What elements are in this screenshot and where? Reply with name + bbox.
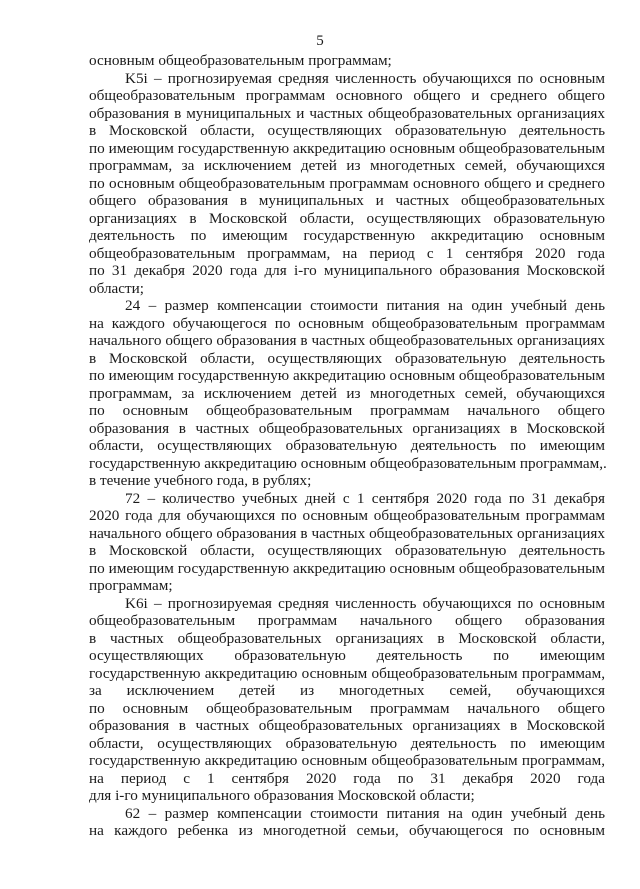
text-line: основным общеобразовательным программам; bbox=[89, 52, 392, 69]
text-line: общеобразовательным программам, на период с 1 сентября 2020 года bbox=[89, 244, 605, 262]
text-line: по имеющим государственную аккредитацию основным общеобразовательным bbox=[89, 139, 605, 157]
text-line: 62 – размер компенсации стоимости питания на один учебный день bbox=[125, 804, 605, 822]
text-line: государственную аккредитацию основным общеобразовательным программам, bbox=[89, 664, 605, 682]
text-line: в Московской области, осуществляющих образовательную деятельность bbox=[89, 349, 605, 367]
text-line: программам; bbox=[89, 577, 173, 594]
text-line: K5i – прогнозируемая средняя численность обучающихся по основным bbox=[125, 69, 605, 87]
text-line: государственную аккредитацию основным общеобразовательным программам, bbox=[89, 752, 605, 769]
text-line: программам, за исключением детей из многодетных семей, обучающихся bbox=[89, 157, 605, 174]
text-line: программам, за исключением детей из многодетных семей, обучающихся bbox=[89, 384, 605, 402]
text-line: по 31 декабря 2020 года для i-го муниципального образования Московской bbox=[89, 262, 605, 279]
page-number: 5 bbox=[316, 33, 324, 49]
text-line: в частных общеобразовательных организациях в Московской области, bbox=[89, 629, 605, 647]
text-line: в течение учебного года, в рублях; bbox=[89, 472, 312, 489]
text-line: в Московской области, осуществляющих образовательную деятельность bbox=[89, 542, 605, 559]
text-line: на каждого обучающегося по основным общеобразовательным программам bbox=[89, 314, 605, 332]
text-line: в Московской области, осуществляющих образовательную деятельность bbox=[89, 122, 605, 139]
text-line: общеобразовательным программам начального общего образования bbox=[89, 612, 605, 629]
text-line: общеобразовательным программам основного общего и среднего общего bbox=[89, 87, 605, 104]
text-line: организациях в Московской области, осуществляющих образовательную bbox=[89, 209, 605, 227]
text-line: по основным общеобразовательным программам начального общего bbox=[89, 402, 605, 419]
text-line: образования в частных общеобразовательных организациях в Московской bbox=[89, 717, 605, 734]
text-line: общего образования в муниципальных и частных общеобразовательных bbox=[89, 192, 605, 209]
text-line: K6i – прогнозируемая средняя численность обучающихся по основным bbox=[125, 594, 605, 612]
text-line: 24 – размер компенсации стоимости питания на один учебный день bbox=[125, 297, 605, 314]
text-line: 2020 года для обучающихся по основным общеобразовательным программам bbox=[89, 507, 605, 524]
text-line: образования в муниципальных и частных общеобразовательных организациях bbox=[89, 104, 605, 122]
text-line: на каждого ребенка из многодетной семьи, обучающегося по основным bbox=[89, 822, 605, 839]
text-line: 72 – количество учебных дней с 1 сентября 2020 года по 31 декабря bbox=[125, 489, 605, 507]
body-text bbox=[89, 52, 605, 840]
text-line: начального общего образования в частных общеобразовательных организациях bbox=[89, 332, 605, 349]
text-line: государственную аккредитацию основным общеобразовательным программам,. bbox=[89, 454, 607, 472]
text-line: на период с 1 сентября 2020 года по 31 декабря 2020 года bbox=[89, 769, 605, 787]
text-line: по имеющим государственную аккредитацию основным общеобразовательным bbox=[89, 367, 605, 384]
text-line: по основным общеобразовательным программам основного общего и среднего bbox=[89, 174, 605, 192]
text-line: по имеющим государственную аккредитацию основным общеобразовательным bbox=[89, 559, 605, 577]
text-line: образования в частных общеобразовательных организациях в Московской bbox=[89, 419, 605, 437]
text-line: области; bbox=[89, 279, 144, 297]
text-line: для i-го муниципального образования Московской области; bbox=[89, 787, 475, 804]
text-line: деятельность по имеющим государственную аккредитацию основным bbox=[89, 227, 605, 244]
text-line: по основным общеобразовательным программам начального общего bbox=[89, 699, 605, 717]
text-line: области, осуществляющих образовательную деятельность по имеющим bbox=[89, 734, 605, 752]
text-line: осуществляющих образовательную деятельность по имеющим bbox=[89, 647, 605, 664]
text-line: за исключением детей из многодетных семей, обучающихся bbox=[89, 682, 605, 699]
text-line: области, осуществляющих образовательную деятельность по имеющим bbox=[89, 437, 605, 454]
text-line: начального общего образования в частных общеобразовательных организациях bbox=[89, 524, 605, 542]
